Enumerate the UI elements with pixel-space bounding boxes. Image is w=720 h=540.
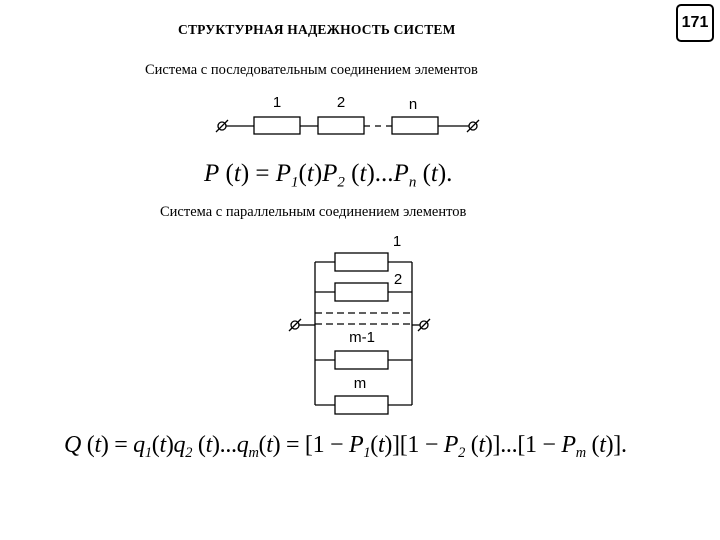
series-element-n <box>392 117 438 134</box>
series-element-2 <box>318 117 364 134</box>
parallel-caption: Система с параллельным соединением элементов <box>160 204 467 220</box>
parallel-element-2 <box>335 283 388 301</box>
parallel-label-1: 1 <box>392 233 402 250</box>
parallel-element-m <box>335 396 388 414</box>
series-label-2: 2 <box>336 94 346 111</box>
page-number-badge: 171 <box>676 4 714 42</box>
parallel-label-2: 2 <box>393 271 403 288</box>
series-formula: P $(t) = P_1(t)P_2$ $(t)...P_n$ (t). <box>204 160 453 191</box>
page-title: СТРУКТУРНАЯ НАДЕЖНОСТЬ СИСТЕМ <box>178 22 456 37</box>
series-diagram <box>216 117 479 134</box>
series-label-n: n <box>408 96 418 113</box>
series-label-1: 1 <box>272 94 282 111</box>
series-element-1 <box>254 117 300 134</box>
parallel-label-m: m <box>353 375 367 392</box>
parallel-element-m-1 <box>335 351 388 369</box>
parallel-element-1 <box>335 253 388 271</box>
series-caption: Система с последовательным соединением элементов <box>145 62 478 78</box>
parallel-label-m-1: m-1 <box>349 329 375 346</box>
parallel-formula: Q $(t) = q_1(t)q_2$ $(t)...q_m(t) = [1 - P_1(t)][1 - P_2$ $(t)]...[1 - P_m$ (t)]. <box>64 432 627 462</box>
